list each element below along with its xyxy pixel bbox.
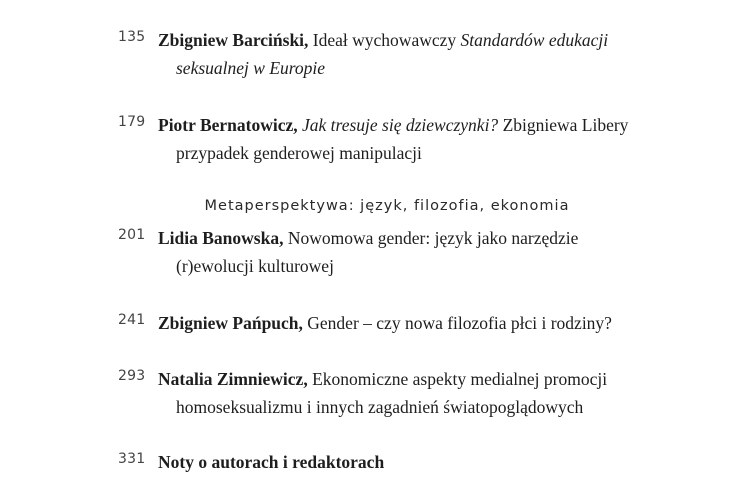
entry-title-italic: Jak tresuje się dziewczynki? — [302, 115, 499, 135]
entry-author: Zbigniew Barciński, — [158, 30, 309, 50]
page-number: 331 — [118, 451, 146, 467]
page-number: 241 — [118, 312, 146, 328]
entry-title: Nowomowa gender: język jako narzędzie (r)ewolucji kulturowej — [176, 228, 579, 276]
entry-author: Natalia Zimniewicz, — [158, 369, 308, 389]
entry-title-italic: Standardów edukacji seksualnej w Europie — [176, 30, 609, 78]
entry-title: Ideał wychowawczy — [308, 30, 461, 50]
entry-text — [158, 224, 646, 280]
entry-text — [158, 111, 646, 167]
entry-text — [158, 309, 646, 337]
entry-author: Noty o autorach i redaktorach — [158, 452, 385, 472]
page-number: 201 — [118, 227, 146, 243]
section-heading: Metaperspektywa: język, filozofia, ekonomia — [204, 198, 570, 214]
page-number: 293 — [118, 368, 146, 384]
entry-text — [158, 448, 646, 476]
entry-author: Zbigniew Pańpuch, — [158, 313, 303, 333]
entry-title: Ekonomiczne aspekty medialnej promocji homoseksualizmu i innych zagadnień światopoglądowych — [176, 369, 608, 417]
entry-text — [158, 26, 646, 82]
entry-title: Gender – czy nowa filozofia płci i rodziny? — [302, 313, 612, 333]
page-number: 135 — [118, 29, 146, 45]
entry-author: Lidia Banowska, — [158, 228, 284, 248]
page-number: 179 — [118, 114, 146, 130]
entry-text — [158, 365, 646, 421]
entry-author: Piotr Bernatowicz, — [158, 115, 298, 135]
entry-title-rest: Zbigniewa Libery przypadek genderowej manipulacji — [176, 115, 629, 163]
